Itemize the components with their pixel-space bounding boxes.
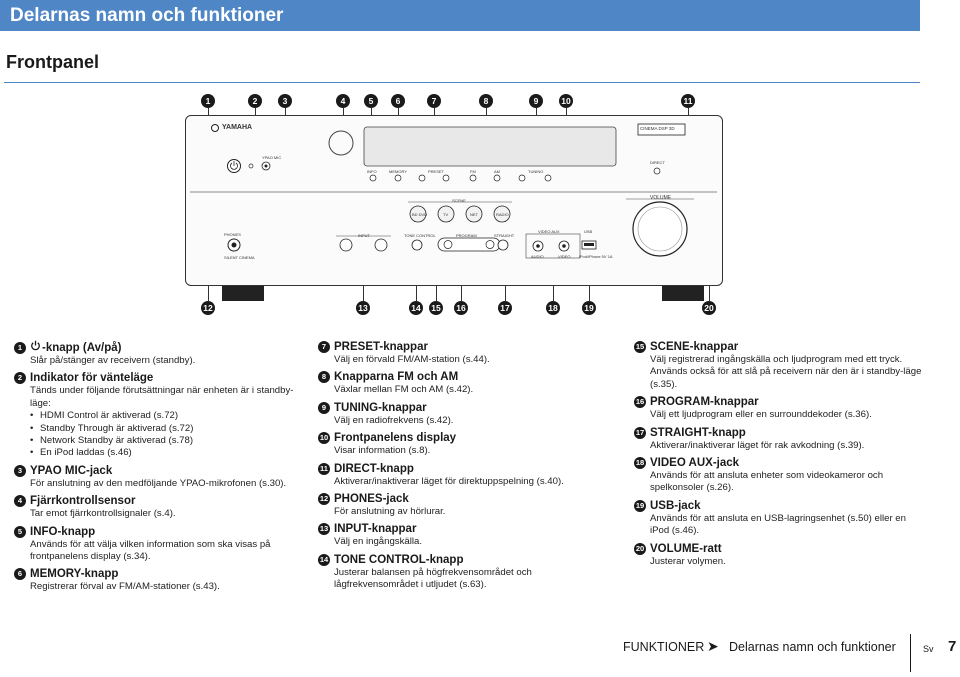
item-title: Indikator för vänteläge <box>30 372 154 385</box>
item-heading <box>318 370 618 384</box>
label-program: PROGRAM <box>456 233 477 238</box>
label-scene: SCENE <box>452 198 466 203</box>
item-number-badge: 6 <box>14 568 26 580</box>
label-am: AM <box>494 169 500 174</box>
label-ypao-mic: YPAO MIC <box>262 155 282 160</box>
item-number-badge: 5 <box>14 526 26 538</box>
label-input: INPUT <box>358 233 370 238</box>
callout-7: 7 <box>427 94 441 108</box>
item-number-badge: 10 <box>319 433 329 443</box>
callout-5: 5 <box>364 94 378 108</box>
item-description: Välj registrerad ingångskälla och ljudprogram med ett tryck. Används också för att slå på receivern när den är i standby-läge (s.35). <box>650 354 922 390</box>
item-description: Visar information (s.8). <box>334 445 431 457</box>
label-video: VIDEO <box>558 254 571 259</box>
item-bullet: • Standby Through är aktiverad (s.72) <box>30 423 304 435</box>
label-phones: PHONES <box>224 232 241 237</box>
callout-14: 14 <box>409 301 423 315</box>
item-title: YPAO MIC-jack <box>30 464 113 477</box>
description-item <box>318 370 618 396</box>
item-number-badge: 17 <box>635 427 645 437</box>
label-memory: MEMORY <box>389 169 407 174</box>
callout-2: 2 <box>248 94 262 108</box>
callout-9: 9 <box>529 94 543 108</box>
item-heading <box>318 401 618 415</box>
description-item <box>318 492 618 518</box>
item-number-badge: 9 <box>318 402 330 414</box>
description-item <box>318 431 618 457</box>
description-item <box>634 340 924 391</box>
callout-18: 18 <box>546 301 560 315</box>
item-title: STRAIGHT-knapp <box>650 426 746 439</box>
item-number-badge: 15 <box>635 342 645 351</box>
item-description: För anslutning av den medföljande YPAO-mikrofonen (s.30). <box>30 477 287 489</box>
item-description: Används för att välja vilken information som ska visas på frontpanelens display (s.34). <box>30 538 271 563</box>
callout-15: 15 <box>429 301 443 315</box>
item-bullet-wrap <box>14 423 304 435</box>
callout-13: 13 <box>356 301 370 315</box>
label-preset: PRESET <box>428 169 445 174</box>
item-description: Växlar mellan FM och AM (s.42). <box>334 384 474 396</box>
item-bullet: • HDMI Control är aktiverad (s.72) <box>30 410 304 422</box>
item-heading <box>318 522 618 536</box>
item-number-badge: 2 <box>14 372 26 384</box>
item-number-badge: 20 <box>635 543 645 553</box>
item-number-badge: 4 <box>14 495 26 507</box>
item-description: Tar emot fjärrkontrollsignaler (s.4). <box>30 508 176 520</box>
item-title: TUNING-knappar <box>334 401 427 414</box>
item-heading <box>318 492 618 506</box>
page-header <box>0 0 920 31</box>
label-fm: FM <box>470 169 476 174</box>
label-ipod: iPod/iPhone 5V 1A <box>579 254 613 259</box>
page-number: 7 <box>948 638 957 655</box>
item-number-badge: 14 <box>319 554 329 564</box>
item-number-badge: 12 <box>319 494 329 504</box>
item-number-badge: 18 <box>635 458 645 468</box>
label-straight: STRAIGHT <box>494 233 515 238</box>
callout-20: 20 <box>702 301 716 315</box>
label-usb: USB <box>584 229 593 234</box>
item-heading <box>318 340 618 354</box>
item-description: Registrerar förval av FM/AM-stationer (s.43). <box>30 581 220 593</box>
label-tone-control: TONE CONTROL <box>404 233 436 238</box>
item-number-badge: 16 <box>635 397 645 407</box>
description-item <box>634 499 924 538</box>
panel-foot-left <box>222 286 264 301</box>
label-info: INFO <box>367 169 377 174</box>
callout-10: 10 <box>559 94 573 108</box>
item-number-badge: 1 <box>14 342 26 354</box>
item-title: Knapparna FM och AM <box>334 371 459 384</box>
description-item <box>14 494 304 520</box>
footer-divider <box>910 634 911 672</box>
cinema-dsp-badge: CINEMA DSP 3D <box>640 126 675 131</box>
description-item <box>318 401 618 427</box>
item-title: INPUT-knappar <box>334 523 417 536</box>
callout-1: 1 <box>201 94 215 108</box>
item-heading <box>14 371 304 385</box>
footer-subsection: Delarnas namn och funktioner <box>729 640 896 654</box>
header-title: Delarnas namn och funktioner <box>10 5 284 26</box>
item-heading <box>318 431 618 445</box>
item-title: PRESET-knappar <box>334 341 428 353</box>
item-description: Välj en förvald FM/AM-station (s.44). <box>334 354 490 365</box>
item-title: DIRECT-knapp <box>334 462 414 475</box>
section-divider <box>4 82 920 83</box>
item-title: VOLUME-ratt <box>650 542 722 555</box>
item-description: Används för att ansluta en USB-lagringsenhet (s.50) eller en iPod (s.46). <box>650 512 906 537</box>
item-description: Tänds under följande förutsättningar när enheten är i standby-läge: <box>30 385 294 409</box>
item-number-badge: 19 <box>635 500 645 510</box>
label-silent-cinema: SILENT CINEMA <box>224 255 255 260</box>
callout-3: 3 <box>278 94 292 108</box>
item-title: PROGRAM-knappar <box>650 396 759 409</box>
label-audio: AUDIO <box>531 254 544 259</box>
label-radio: RADIO <box>496 212 509 217</box>
callout-8: 8 <box>479 94 493 108</box>
callout-4: 4 <box>336 94 350 108</box>
item-heading <box>634 499 924 513</box>
description-column-2 <box>318 340 618 596</box>
footer-section: FUNKTIONER <box>623 640 705 654</box>
callout-6: 6 <box>391 94 405 108</box>
item-description: Välj ett ljudprogram eller en surrounddekoder (s.36). <box>650 409 872 421</box>
item-heading <box>318 462 618 476</box>
item-bullet-wrap <box>14 410 304 422</box>
description-item <box>318 340 618 366</box>
callout-19: 19 <box>582 301 596 315</box>
item-description: Välj en ingångskälla. <box>334 536 423 548</box>
item-description: Aktiverar/inaktiverar läget för direktuppspelning (s.40). <box>334 475 564 487</box>
item-bullet-wrap <box>14 435 304 447</box>
item-number-badge: 8 <box>318 371 330 383</box>
label-video-aux: VIDEO AUX <box>538 229 560 234</box>
item-heading <box>634 426 924 440</box>
item-number-badge: 11 <box>318 463 330 475</box>
item-title: Frontpanelens display <box>334 432 457 445</box>
description-item <box>14 371 304 459</box>
item-number-badge: 7 <box>318 341 330 353</box>
item-description: Justerar balansen på högfrekvensområdet och lågfrekvensområdet i utljudet (s.63). <box>334 566 532 591</box>
callout-16: 16 <box>454 301 468 315</box>
item-number-badge: 13 <box>319 524 329 534</box>
label-net: NET <box>470 212 478 217</box>
description-item <box>318 522 618 548</box>
description-item <box>14 340 304 367</box>
item-title: PHONES-jack <box>334 493 409 506</box>
label-tv: TV <box>443 212 449 217</box>
item-number-badge: 3 <box>14 465 26 477</box>
item-heading <box>318 553 618 567</box>
item-title: Fjärrkontrollsensor <box>30 495 136 508</box>
description-column-3 <box>634 340 924 572</box>
description-item <box>634 395 924 421</box>
item-heading <box>14 340 304 355</box>
item-heading <box>634 340 924 354</box>
callout-11: 11 <box>681 94 695 108</box>
item-title: SCENE-knappar <box>650 341 739 353</box>
item-title: INFO-knapp <box>30 525 96 538</box>
description-item <box>634 426 924 452</box>
callout-12: 12 <box>201 301 215 315</box>
item-bullet: • En iPod laddas (s.46) <box>30 447 304 459</box>
item-title: VIDEO AUX-jack <box>650 457 740 470</box>
item-heading <box>634 395 924 409</box>
label-bd-dvd: BD DVD <box>412 212 428 217</box>
description-item <box>634 456 924 495</box>
item-title: USB-jack <box>650 499 701 512</box>
label-volume: VOLUME <box>650 195 672 201</box>
item-title: TONE CONTROL-knapp <box>334 553 464 566</box>
description-column-1 <box>14 340 304 598</box>
description-item <box>634 542 924 568</box>
item-title: MEMORY-knapp <box>30 568 119 581</box>
item-heading <box>14 464 304 478</box>
item-description: För anslutning av hörlurar. <box>334 506 446 518</box>
label-tuning: TUNING <box>528 169 544 174</box>
item-bullet-wrap <box>14 447 304 459</box>
item-heading <box>14 494 304 508</box>
item-heading <box>634 542 924 556</box>
item-heading <box>634 456 924 470</box>
description-item <box>318 553 618 592</box>
item-description: Justerar volymen. <box>650 555 726 567</box>
front-panel-illustration <box>185 115 723 286</box>
item-heading <box>14 525 304 539</box>
description-item <box>14 525 304 564</box>
footer-language: Sv <box>923 644 934 654</box>
label-direct: DIRECT <box>650 160 665 165</box>
footer-arrow-icon: ➤ <box>707 638 719 654</box>
description-item <box>14 567 304 593</box>
item-description: Aktiverar/inaktiverar läget för rak avkodning (s.39). <box>650 439 865 451</box>
brand-logo-text: YAMAHA <box>222 124 253 131</box>
item-description: Välj en radiofrekvens (s.42). <box>334 414 454 426</box>
section-title: Frontpanel <box>6 52 99 72</box>
description-item <box>14 464 304 490</box>
item-title: -knapp (Av/på) <box>42 341 122 354</box>
item-bullet: • Network Standby är aktiverad (s.78) <box>30 435 304 447</box>
item-description: Slår på/stänger av receivern (standby). <box>30 355 196 366</box>
power-icon <box>30 340 41 355</box>
item-description: Används för att ansluta enheter som videokameror och spelkonsoler (s.26). <box>650 470 884 494</box>
description-item <box>318 462 618 488</box>
callout-17: 17 <box>498 301 512 315</box>
item-heading <box>14 567 304 581</box>
panel-foot-right <box>662 286 704 301</box>
